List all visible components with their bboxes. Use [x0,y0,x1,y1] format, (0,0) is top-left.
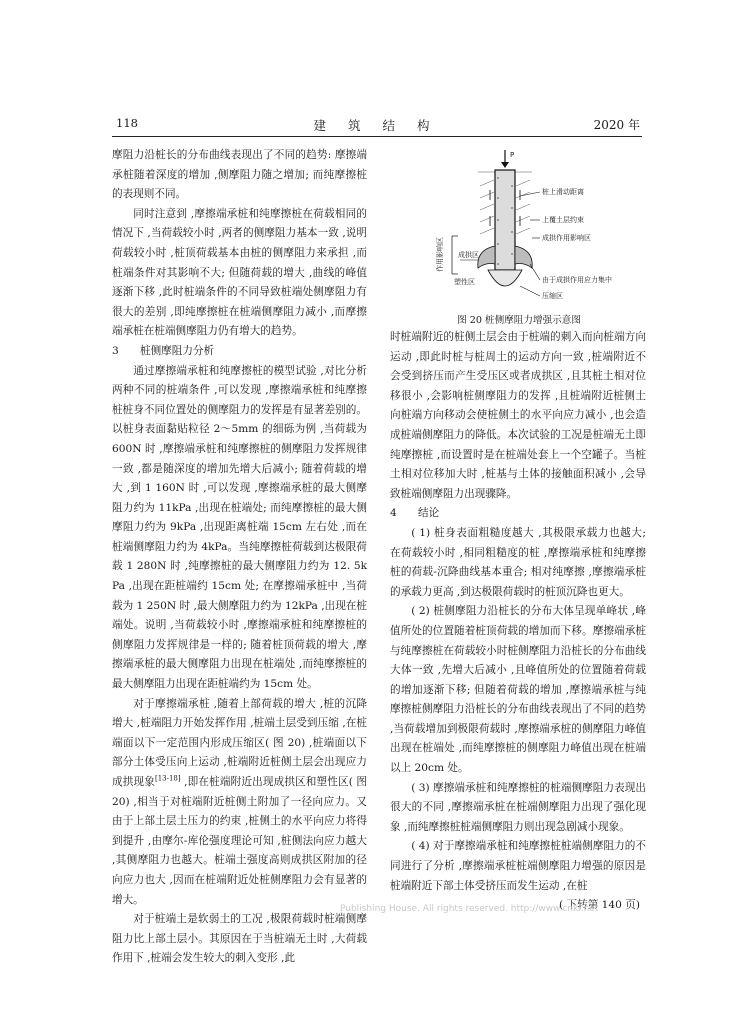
compression-zone [488,270,522,286]
leader-lines [520,192,540,296]
header-rule [112,136,642,137]
paragraph: 时桩端附近的桩侧土层会由于桩端的刺入而向桩端方向运动 ,即此时桩与桩周土的运动方向一致 ,桩端附近不会受到挤压而产生受压区或者成拱区 ,且其桩土相对位移很小 ,会影响桩侧摩阻力的发挥 ,且桩端附近桩侧土向桩端方向移动会使桩侧土的水平向应力减小 ,也会造成桩端侧摩阻力的降低。本次试验的工况是桩端无土即纯摩擦桩 ,而设置时是在桩端处套上一个空罐子。当桩土相对位移加大时 ,桩基与土体的接触面积减小 ,会导致桩端侧摩阻力出现骤降。 [390,331,646,500]
section-heading [390,504,646,524]
pile-schematic [392,146,646,308]
arch-zone-left [478,246,495,268]
section-heading [112,342,367,362]
upper-slip-label: 桩上滑动距离 [542,188,584,196]
plastic-zone-label: 塑性区 [454,278,475,286]
section-number: 3 [112,344,119,357]
load-label: P [510,151,515,159]
upper-constraint-label: 上覆土层约束 [542,216,584,224]
arch-range-label: 成拱作用影响区 [542,234,591,242]
figure-20 [392,146,646,324]
paragraph: 同时注意到 ,摩擦端承桩和纯摩擦桩在荷载相同的情况下 ,当荷载较小时 ,两者的侧摩阻力基本一致 ,说明荷载较小时 ,桩顶荷载基本由桩的侧摩阻力来承担 ,而桩端条件对其影响不大; 但随荷载的增大 ,曲线的峰值逐渐下移 ,此时桩端条件的不同导致桩端处侧摩阻力有很大的差别 ,即纯摩擦桩在桩端侧摩阻力减小 ,而摩擦端承桩在桩端侧摩阻力仍有增大的趋势。 [112,207,367,338]
load-arrow-head [501,162,509,168]
watermark: Publishing House. All rights reserved. http://www.cnki.net [340,904,599,914]
paragraph: 摩阻力沿桩长的分布曲线表现出了不同的趋势: 摩擦端承桩随着深度的增加 ,侧摩阻力随之增加; 而纯摩擦桩的表现则不同。 [112,149,367,201]
paragraph [112,695,367,911]
conclusion-item: ( 3) 摩擦端承桩和纯摩擦桩的桩端侧摩阻力表现出很大的不同 ,摩擦端承桩在桩端侧摩阻力出现了强化现象 ,而纯摩擦桩桩端侧摩阻力则出现急剧减小现象。 [390,781,646,833]
section-title: 结论 [418,507,440,520]
conclusion-item: ( 1) 桩身表面粗糙度越大 ,其极限承载力也越大; 在荷载较小时 ,相同粗糙度的桩 ,摩擦端承桩和纯摩擦桩的荷载-沉降曲线基本重合; 相对纯摩擦 ,摩擦端承桩的承载力更高 ,到达极限荷载时的桩顶沉降也更大。 [390,526,646,598]
paragraph-text: 对于摩擦端承桩 ,随着上部荷载的增大 ,桩的沉降增大 ,桩端阻力开始发挥作用 ,桩端土层受到压缩 ,在桩端面以下一定范围内形成压缩区( 图 20) ,桩端面以下部分土体受压向上运动 ,桩端附近桩侧土层会出现应力成拱现象 [112,697,367,788]
arch-zone-label: 成拱区 [458,251,479,259]
conclusion-item: ( 2) 桩侧摩阻力沿桩长的分布大体呈现单峰状 ,峰值所处的位置随着桩顶荷载的增加而下移。摩擦端承桩与纯摩擦桩在荷载较小时桩侧摩阻力沿桩长的分布曲线大体一致 ,先增大后减小 ,且峰值所处的位置随着荷载的增加逐渐下移; 但随着荷载的增加 ,摩擦端承桩与纯摩擦桩侧摩阻力沿桩长的分布曲线表现出了不同的趋势 ,当荷载增加到极限荷载时 ,摩擦端承桩的侧摩阻力峰值出现在桩端处 ,而纯摩擦桩的侧摩阻力峰值出现在桩端以上 20cm 处。 [390,605,646,775]
publication-year: 2020 年 [593,118,640,132]
figure-caption: 图 20 桩侧摩阻力增强示意图 [457,315,581,326]
page-number: 118 [116,116,138,130]
journal-title: 建 筑 结 构 [313,118,439,133]
continued-note: ( 下转第 140 页) [559,899,640,912]
influence-range-label: 作用影响区 [436,237,444,272]
arch-zone-right [515,246,532,268]
left-column [112,146,367,969]
section-title: 桩侧摩阻力分析 [140,344,215,357]
compression-zone-label: 压缩区 [542,292,563,300]
right-column [390,328,646,916]
stress-concentration-label: 由于成拱作用应力集中 [542,276,612,284]
paragraph-text: ,即在桩端附近出现成拱区和塑性区( 图 20) ,相当于对桩端附近桩侧土附加了一径向应力。又由于上部土层土压力的约束 ,桩侧土的水平向应力将得到提升 ,由摩尔-库伦强度理论可知 ,桩侧法向应力越大 ,其侧摩阻力也越大。桩端土强度高则成拱区附加的径向应力也大 ,因而在桩端附近处桩侧摩阻力会有显著的增大。 [112,776,368,906]
paragraph: 对于桩端土是软弱土的工况 ,极限荷载时桩端侧摩阻力比上部土层小。其原因在于当桩端无土时 ,大荷载作用下 ,桩端会发生较大的刺入变形 ,此 [112,913,367,965]
section-number: 4 [390,507,397,520]
citation: [13-18] [154,774,181,783]
paragraph: 通过摩擦端承桩和纯摩擦桩的模型试验 ,对比分析两种不同的桩端条件 ,可以发现 ,摩擦端承桩和纯摩擦桩桩身不同位置处的侧摩阻力的发挥是有显著差别的。以桩身表面黏贴粒径 2～5mm 的细砾为例 ,当荷载为 600N 时 ,摩擦端承桩和纯摩擦桩的侧摩阻力发挥规律一致 ,都是随深度的增加先增大后减小; 随着荷载的增大 ,到 1 160N 时 ,可以发现 ,摩擦端承桩的最大侧摩阻力约为 11kPa ,出现在桩端处; 而纯摩擦桩的最大侧摩阻力约为 9kPa ,出现距离桩端 15cm 左右处 ,而在桩端侧摩阻力约为 4kPa。当纯摩擦桩荷载到达极限荷载 1 280N 时 ,纯摩擦桩的最大侧摩阻力约为 12. 5kPa ,出现在距桩端约 15cm 处; 在摩擦端承桩中 ,当荷载为 1 250N 时 ,最大侧摩阻力约为 12kPa ,出现在桩端处。说明 ,当荷载较小时 ,摩擦端承桩和纯摩擦桩的侧摩阻力发挥规律是一样的; 随着桩顶荷载的增大 ,摩擦端承桩的最大侧摩阻力出现在桩端处 ,而纯摩擦桩的最大侧摩阻力出现在距桩端约为 15cm 处。 [112,364,367,691]
conclusion-item: ( 4) 对于摩擦端承桩和纯摩擦桩桩端侧摩阻力的不同进行了分析 ,摩擦端承桩桩端侧摩阻力增强的原因是桩端附近下部土体受挤压而发生运动 ,在桩 [390,840,646,892]
